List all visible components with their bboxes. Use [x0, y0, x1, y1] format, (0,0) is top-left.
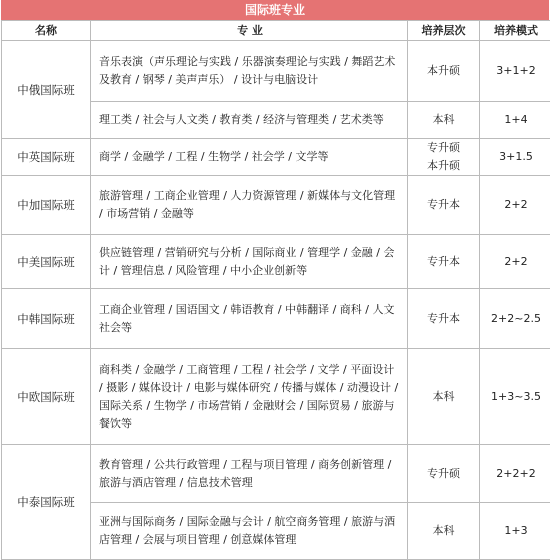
header-mode: 培养模式 [480, 21, 550, 41]
program-majors: 亚洲与国际商务 / 国际金融与会计 / 航空商务管理 / 旅游与酒店管理 / 会展与项目管理 / 创意媒体管理 [91, 503, 408, 560]
header-row [2, 21, 550, 41]
program-row [2, 235, 550, 289]
program-majors: 商学 / 金融学 / 工程 / 生物学 / 社会学 / 文学等 [91, 139, 408, 176]
program-row [2, 349, 550, 445]
program-level: 本科 [408, 503, 480, 560]
program-level: 专升本 [408, 235, 480, 289]
program-row [2, 139, 550, 176]
program-row [2, 445, 550, 503]
program-row [2, 289, 550, 349]
program-level: 本升硕 [408, 41, 480, 102]
program-name: 中英国际班 [2, 139, 91, 176]
header-name: 名称 [2, 21, 91, 41]
program-mode: 2+2 [480, 176, 550, 235]
program-level: 本科 [408, 102, 480, 139]
program-name: 中美国际班 [2, 235, 91, 289]
program-mode: 2+2+2 [480, 445, 550, 503]
header-major: 专 业 [91, 21, 408, 41]
program-majors: 商科类 / 金融学 / 工商管理 / 工程 / 社会学 / 文学 / 平面设计 / 摄影 / 媒体设计 / 电影与媒体研究 / 传播与媒体 / 动漫设计 / 国际关系 / 生物学 / 市场营销 / 金融财会 / 国际贸易 / 旅游与餐饮等 [91, 349, 408, 445]
program-majors: 旅游管理 / 工商企业管理 / 人力资源管理 / 新媒体与文化管理 / 市场营销 / 金融等 [91, 176, 408, 235]
program-level: 本科 [408, 349, 480, 445]
program-mode: 2+2~2.5 [480, 289, 550, 349]
program-majors: 工商企业管理 / 国语国文 / 韩语教育 / 中韩翻译 / 商科 / 人文社会等 [91, 289, 408, 349]
program-mode: 3+1+2 [480, 41, 550, 102]
program-mode: 1+3~3.5 [480, 349, 550, 445]
program-name: 中泰国际班 [2, 445, 91, 560]
program-majors: 理工类 / 社会与人文类 / 教育类 / 经济与管理类 / 艺术类等 [91, 102, 408, 139]
program-majors: 音乐表演（声乐理论与实践 / 乐器演奏理论与实践 / 舞蹈艺术及教育 / 钢琴 / 美声声乐） / 设计与电脑设计 [91, 41, 408, 102]
table-title: 国际班专业 [1, 0, 549, 20]
program-level: 专升硕 [408, 445, 480, 503]
program-row [2, 41, 550, 102]
program-rows [2, 41, 550, 560]
program-level: 专升本 [408, 176, 480, 235]
program-name: 中欧国际班 [2, 349, 91, 445]
program-mode: 1+4 [480, 102, 550, 139]
program-majors: 供应链管理 / 营销研究与分析 / 国际商业 / 管理学 / 金融 / 会计 / 管理信息 / 风险管理 / 中小企业创新等 [91, 235, 408, 289]
program-name: 中加国际班 [2, 176, 91, 235]
program-mode: 1+3 [480, 503, 550, 560]
header-level: 培养层次 [408, 21, 480, 41]
program-majors: 教育管理 / 公共行政管理 / 工程与项目管理 / 商务创新管理 / 旅游与酒店管理 / 信息技术管理 [91, 445, 408, 503]
program-level: 专升本 [408, 289, 480, 349]
program-table-container [1, 0, 549, 560]
program-table [1, 20, 550, 560]
program-mode: 3+1.5 [480, 139, 550, 176]
program-name: 中韩国际班 [2, 289, 91, 349]
program-mode: 2+2 [480, 235, 550, 289]
program-row [2, 176, 550, 235]
program-level: 专升硕 本升硕 [408, 139, 480, 176]
program-name: 中俄国际班 [2, 41, 91, 139]
